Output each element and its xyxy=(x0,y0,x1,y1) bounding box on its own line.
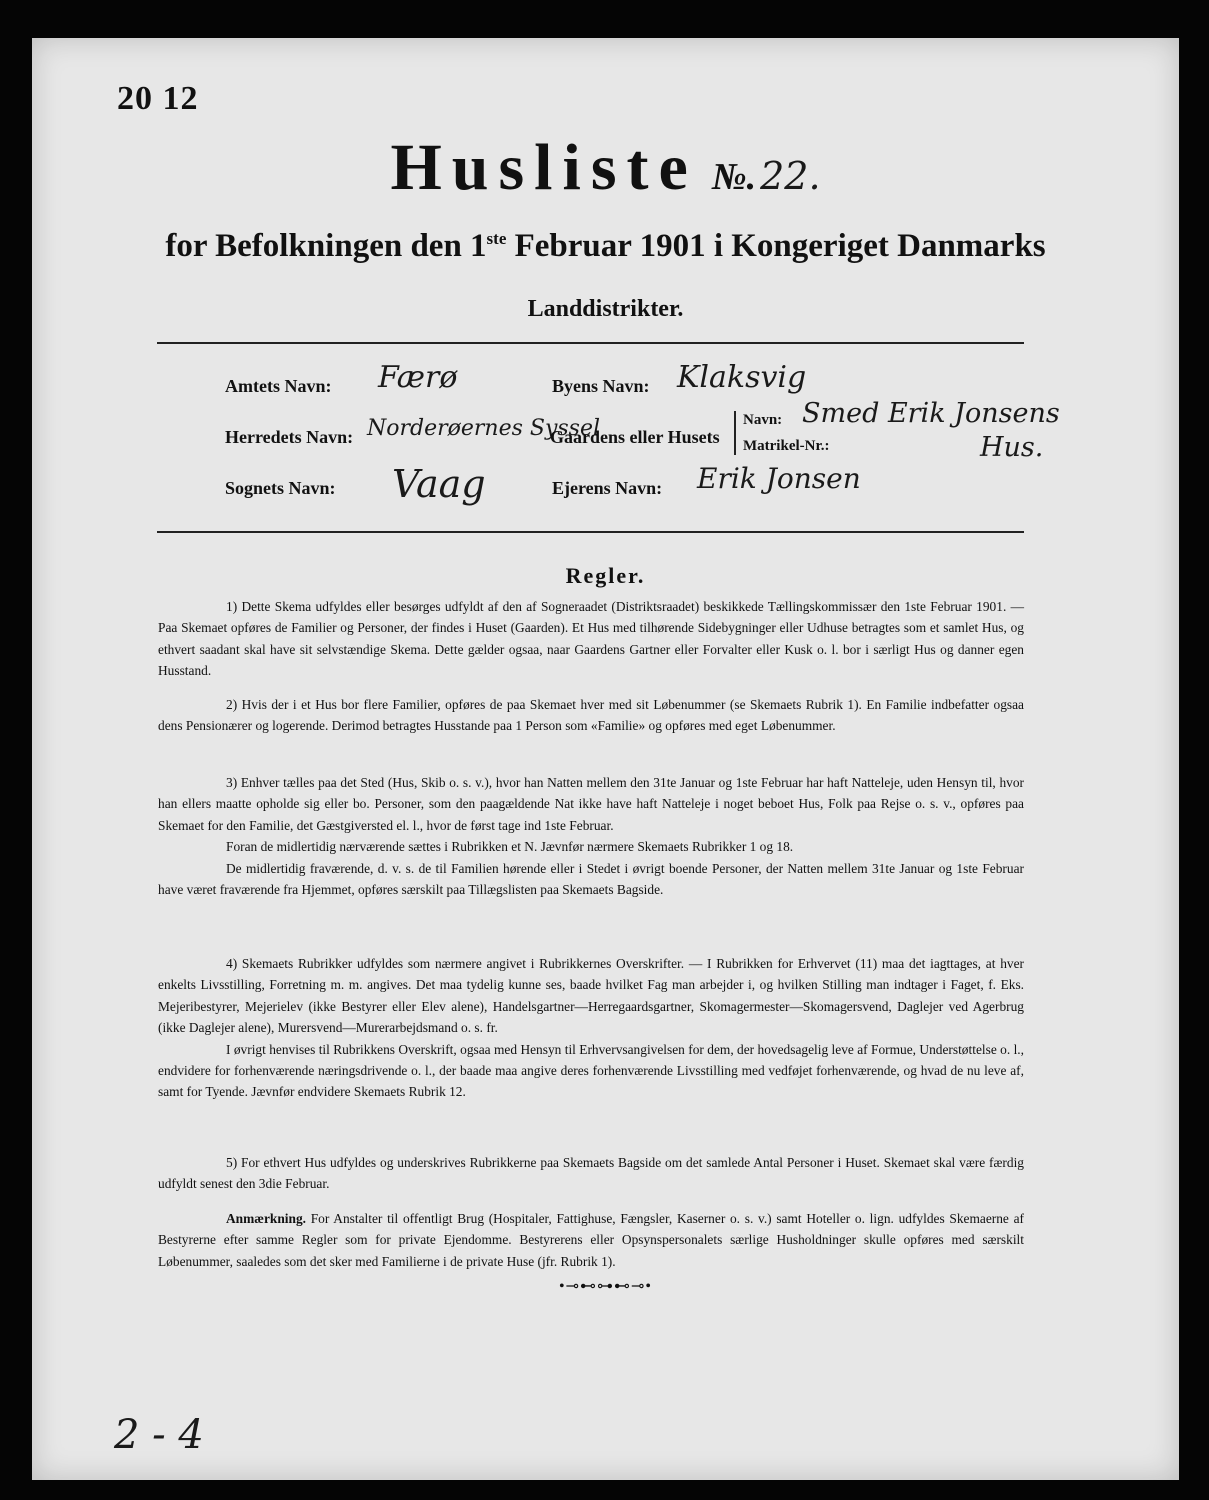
rule-5 xyxy=(158,1152,1024,1195)
by-label: Byens Navn: xyxy=(552,376,650,396)
amt-value: Færø xyxy=(378,360,458,395)
rule-1-text: 1) Dette Skema udfyldes eller besørges udfyldt af den af Sogneraadet (Distriktsraadet) beskikkede Tællingskommissær den 1ste Februar 1901. — Paa Skemaet opføres de Familier og Personer, der findes i Huset (Gaarden). Et Hus med tilhørende Sidebygninger eller Udhuse betragtes som et samlet Hus, og ethvert saadant skal have sit selvstændige Skema. Dette gælder ogsaa, naar Gaardens Gartner eller Forvalter eller Kusk o. l. bor i særligt Hus og danner egen Husstand. xyxy=(158,599,1024,679)
matrikel-label: Matrikel-Nr.: xyxy=(743,438,830,454)
divider-bottom xyxy=(157,531,1024,533)
herred-label: Herredets Navn: xyxy=(225,427,354,447)
amt-label: Amtets Navn: xyxy=(225,376,332,396)
rule-3-text-c: De midlertidig fraværende, d. v. s. de til Familien hørende eller i Stedet i øvrigt boende Personer, der Natten mellem 31te Januar og 1ste Februar have været fraværende fra Hjemmet, opføres særskilt paa Tillægslisten paa Skemaets Bagside. xyxy=(158,860,1024,898)
rule-5-text: 5) For ethvert Hus udfyldes og underskrives Rubrikkerne paa Skemaets Bagside om det samlede Antal Personer i Huset. Skemaet skal være færdig udfyldt senest den 3die Februar. xyxy=(158,1155,1024,1192)
note-text: For Anstalter til offentligt Brug (Hospitaler, Fattighuse, Fængsler, Kaserner o. s. v.) samt Hoteller o. lign. udfyldes Skemaerne af Bestyrerne efter samme Regler som for private Ejendomme. Bestyrerens eller Opsynspersonalets særlige Husholdninger skulle opføres med særskilt Løbenummer, saaledes som det sker med Familierne i de private Huse (jfr. Rubrik 1). xyxy=(158,1211,1024,1269)
navn-label: Navn: xyxy=(743,412,783,428)
reference-number: 20 12 xyxy=(117,80,199,117)
ornament-divider: •⊸⊷⊶⊷⊸• xyxy=(558,1278,652,1295)
corner-note: 2 - 4 xyxy=(114,1412,204,1458)
matrikel-value: Hus. xyxy=(980,432,1044,463)
census-form-sheet xyxy=(32,38,1179,1480)
number-label: №. xyxy=(711,156,757,198)
by-value: Klaksvig xyxy=(677,360,807,395)
rule-3-text-b: Foran de midlertidig nærværende sættes i Rubrikken et N. Jævnfør nærmere Skemaets Rubrikker 1 og 18. xyxy=(226,839,794,855)
rule-2-text: 2) Hvis der i et Hus bor flere Familier, opføres de paa Skemaet hver med sit Løbenummer (se Skemaets Rubrik 1). En Familie indbefatter ogsaa dens Pensionærer og logerende. Derimod betragtes Husstande paa 1 Person som «Familie» og opføres med eget Løbenummer. xyxy=(158,697,1024,734)
herred-value: Norderøernes Syssel xyxy=(367,416,601,441)
subtitle-part-1: for Befolkningen den 1 xyxy=(165,228,487,264)
title-row xyxy=(32,130,1179,206)
form-title: Husliste xyxy=(390,131,698,204)
note-label: Anmærkning. xyxy=(226,1211,306,1226)
rule-3 xyxy=(158,772,1024,900)
rule-4-text-a: 4) Skemaets Rubrikker udfyldes som nærmere angivet i Rubrikkernes Overskrifter. — I Rubrikken for Erhvervet (11) maa det iagttages, at hver enkelts Livsstilling, Forretning m. m. angives. Det maa tydelig kunne ses, baade hvilket Fag man arbejder i, og hvilken Stilling man indtager i Faget, f. Eks. Mejeribestyrer, Mejerielev (ikke Bestyrer eller Elev alene), Handelsgartner—Herregaardsgartner, Skomagermester—Skomagersvend, Daglejer ved Agerbrug (ikke Daglejer alene), Murersvend—Murerarbejdsmand o. s. fr. xyxy=(158,956,1024,1036)
house-number: 22. xyxy=(760,154,821,198)
district-type: Landdistrikter. xyxy=(527,296,684,322)
rule-2 xyxy=(158,694,1024,737)
rule-4 xyxy=(158,953,1024,1103)
rule-3-text-a: 3) Enhver tælles paa det Sted (Hus, Skib o. s. v.), hvor han Natten mellem den 31te Januar og 1ste Februar har haft Natteleje, uden Hensyn til, hvor han ellers maatte opholde sig eller bo. Personer, som den paagældende Nat ikke have haft Natteleje i noget beboet Hus, Folk paa Rejse o. s. v., opføres paa Skemaet for den Familie, det Gæstgiversted el. l., hvor de først tage ind 1ste Februar. xyxy=(158,775,1024,833)
rule-4-text-b: I øvrigt henvises til Rubrikkens Overskrift, ogsaa med Hensyn til Erhvervsangivelsen for dem, der hovedsagelig leve af Formue, Understøttelse o. l., endvidere for forhenværende næringsdrivende o. l., der baade maa angive deres forhenværende Livsstilling med vedføjet forhenværende, og hvad de nu leve af, samt for Tyende. Jævnfør endvidere Skemaets Rubrik 12. xyxy=(158,1041,1024,1100)
sogn-value: Vaag xyxy=(392,462,486,506)
subtitle-superscript: ste xyxy=(486,229,507,248)
ejer-label: Ejerens Navn: xyxy=(552,478,663,498)
navn-value: Smed Erik Jonsens xyxy=(802,398,1060,429)
note xyxy=(158,1208,1024,1272)
sogn-label: Sognets Navn: xyxy=(225,478,336,498)
gaard-label: Gaardens eller Husets xyxy=(550,427,720,447)
rules-heading: Regler. xyxy=(565,563,646,588)
form-subtitle xyxy=(32,228,1179,265)
rule-1 xyxy=(158,596,1024,682)
ejer-value: Erik Jonsen xyxy=(697,462,861,495)
subtitle-part-2: Februar 1901 i Kongeriget Danmarks xyxy=(506,228,1046,264)
divider-top xyxy=(157,342,1024,344)
bracket xyxy=(734,411,738,455)
